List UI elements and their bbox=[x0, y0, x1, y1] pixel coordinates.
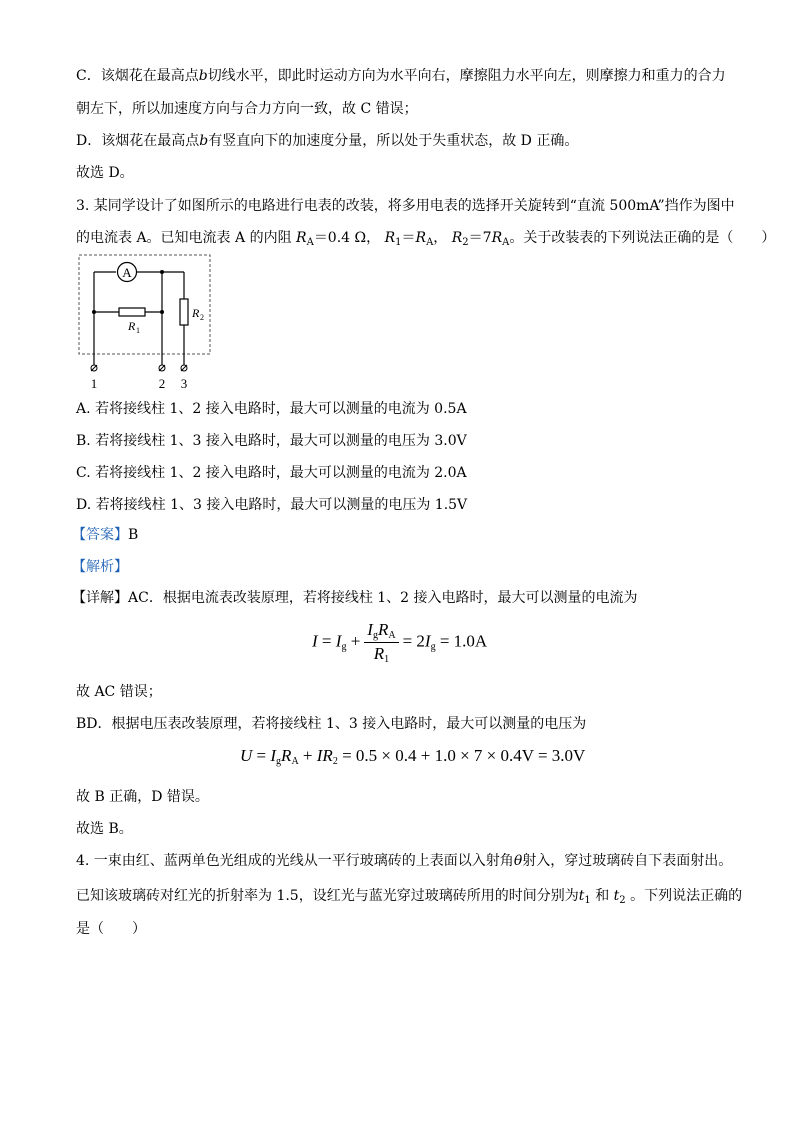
q4-text-a: 4. 一束由红、蓝两单色光组成的光线从一平行玻璃砖的上表面以入射角 bbox=[76, 853, 514, 869]
detail-bd-line: BD．根据电压表改装原理，若将接线柱 1、3 接入电路时，最大可以测量的电压为 bbox=[76, 716, 587, 732]
ac-conclusion: 故 AC 错误； bbox=[76, 684, 162, 700]
eq1-result: = 1.0A bbox=[439, 631, 488, 651]
answer-value: B bbox=[128, 527, 139, 543]
var-r2: R bbox=[451, 230, 463, 246]
point-b-var: b bbox=[198, 68, 208, 84]
q2-d-text-a: D．该烟花在最高点 bbox=[76, 133, 200, 149]
terminal-3-label: 3 bbox=[180, 376, 188, 391]
q3-option-d: D. 若将接线柱 1、3 接入电路时，最大可以测量的电压为 1.5V bbox=[76, 497, 468, 513]
q3-stem-text-b: ＝0.4 Ω， bbox=[313, 230, 381, 246]
q4-text-c: 已知该玻璃砖对红光的折射率为 1.5，设红光与蓝光穿过玻璃砖所用的时间分别为 bbox=[76, 888, 579, 904]
q2-d-text-b: 有竖直向下的加速度分量，所以处于失重状态，故 D 正确。 bbox=[208, 133, 579, 149]
r2-resistor bbox=[180, 299, 188, 325]
answer-line bbox=[72, 525, 138, 545]
ammeter-label: A bbox=[122, 265, 132, 280]
q2-option-d bbox=[76, 131, 578, 151]
q3-option-c: C. 若将接线柱 1、2 接入电路时，最大可以测量的电流为 2.0A bbox=[76, 465, 467, 481]
q2-conclusion: 故选 D。 bbox=[76, 165, 134, 181]
q4-stem-line2: 已知该玻璃砖对红光的折射率为 1.5，设红光与蓝光穿过玻璃砖所用的时间分别为$t_1$ 和 $t_2$ 。下列说法正确的 bbox=[76, 888, 743, 906]
q2-c-text-b: 切线水平，即此时运动方向为水平向右，摩擦阻力水平向左，则摩擦力和重力的合力 bbox=[207, 68, 726, 84]
r2-subscript: 2 bbox=[200, 313, 204, 322]
q3-conclusion: 故选 B。 bbox=[76, 821, 133, 837]
answer-tag: 【答案】 bbox=[72, 527, 128, 543]
detail-ac-line bbox=[72, 588, 638, 608]
circuit-diagram bbox=[74, 250, 224, 395]
var-ra: R bbox=[296, 230, 307, 246]
eq2-result: = 0.5 × 0.4 + 1.0 × 7 × 0.4V = 3.0V bbox=[342, 746, 586, 765]
q3-option-a: A. 若将接线柱 1、2 接入电路时，最大可以测量的电流为 0.5A bbox=[76, 401, 467, 417]
dashed-boundary bbox=[79, 255, 210, 354]
q2-c-text-a: C．该烟花在最高点 bbox=[76, 68, 199, 84]
q4-stem-line3: 是（ ） bbox=[76, 921, 146, 937]
q3-option-b: B. 若将接线柱 1、3 接入电路时，最大可以测量的电压为 3.0V bbox=[76, 433, 467, 449]
q3-stem-line1: 3. 某同学设计了如图所示的电路进行电表的改装，将多用电表的选择开关旋转到“直流 500mA”挡作为图中 bbox=[76, 198, 735, 214]
q4-stem-line1 bbox=[76, 851, 732, 871]
q3-stem-text-e: ＝7 bbox=[468, 230, 492, 246]
terminal-1-label: 1 bbox=[90, 376, 98, 391]
q2-option-c-line1 bbox=[76, 66, 726, 86]
bd-conclusion: 故 B 正确，D 错误。 bbox=[76, 789, 209, 805]
fraction: $\frac{I_gR_A}{R_1}$ bbox=[364, 620, 398, 665]
q4-text-d: 和 bbox=[595, 888, 610, 904]
var-r1: R bbox=[384, 230, 396, 246]
detail-ac-text: AC．根据电流表改装原理，若将接线柱 1、2 接入电路时，最大可以测量的电流为 bbox=[128, 590, 638, 606]
detail-tag: 【详解】 bbox=[72, 590, 128, 606]
eq1-middle: = 2 bbox=[402, 631, 425, 651]
q3-stem-text-d: ， bbox=[433, 230, 448, 246]
analysis-tag: 【解析】 bbox=[72, 559, 128, 575]
r1-subscript: 1 bbox=[136, 326, 140, 335]
point-b-var: b bbox=[199, 133, 209, 149]
q3-stem-text-c: ＝ bbox=[401, 230, 416, 246]
r2-label: R bbox=[192, 306, 200, 320]
theta-var: θ bbox=[513, 853, 523, 869]
q4-text-b: 射入，穿过玻璃砖自下表面射出。 bbox=[522, 853, 733, 869]
q3-stem-text-f: 。关于改装表的下列说法正确的是（ ） bbox=[509, 230, 776, 246]
r1-label: R bbox=[128, 319, 136, 333]
q3-stem-text-a: 的电流表 A。已知电流表 A 的内阻 bbox=[76, 230, 292, 246]
equation-current: $I = I_g$ + $\frac{I_gR_A}{R_1}$ = $2I_g = 1.0A$ bbox=[312, 620, 488, 665]
r1-resistor bbox=[119, 308, 145, 316]
equation-voltage: $U = I_gR_A + IR_2 = 0.5 \times 0.4 + 1.0 \times 7 \times 0.4V = 3.0V$ bbox=[240, 746, 586, 767]
q4-text-e: 。下列说法正确的 bbox=[630, 888, 743, 904]
q3-stem-line2: 的电流表 A。已知电流表 A 的内阻 $R_A=0.4$ Ω， $R_1=R_A$， $R_2=7R_A$。关于改装表的下列说法正确的是（ ） bbox=[76, 230, 776, 248]
q2-option-c-line2: 朝左下，所以加速度方向与合力方向一致，故 C 错误； bbox=[76, 101, 418, 117]
terminal-2-label: 2 bbox=[158, 376, 166, 391]
